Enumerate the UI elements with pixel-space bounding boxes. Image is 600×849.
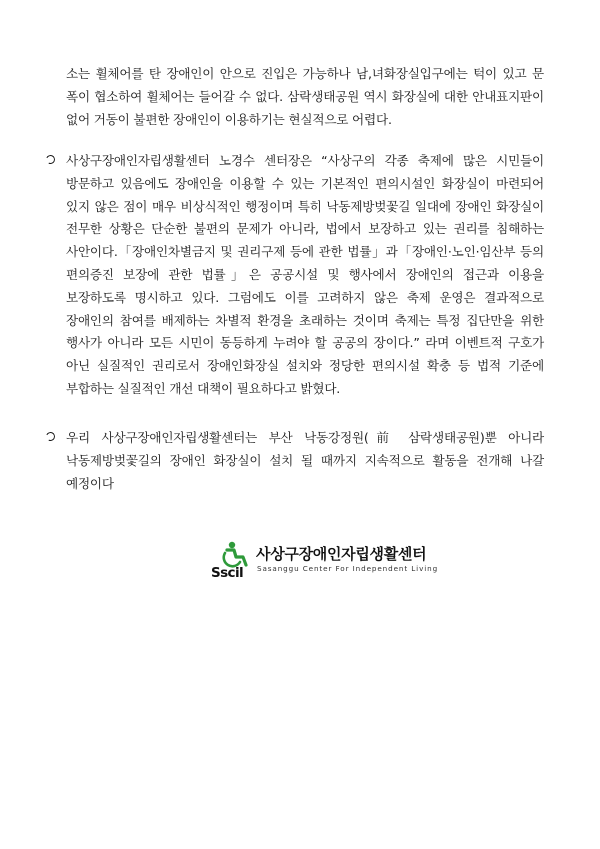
bullet-text-plan: 우리 사상구장애인자립생활센터는 부산 낙동강정원(前 삼락생태공원)뿐 아니라 낙동제방벚꽃길의 장애인 화장실이 설치 될 때까지 지속적으로 활동을 전개해 나갈 예정이다	[66, 430, 544, 491]
paragraph-continued: 소는 휠체어를 탄 장애인이 안으로 진입은 가능하나 남,녀화장실입구에는 턱이 있고 문 폭이 협소하여 휠체어는 들어갈 수 없다. 삼락생태공원 역시 화장실에 대한 안내표지판이 없어 거동이 불편한 장애인이 이용하기는 현실적으로 어렵다.	[66, 66, 544, 127]
organization-logo	[210, 541, 439, 579]
wheelchair-logo-icon	[210, 541, 258, 579]
logo-subtitle: Sasanggu Center For Independent Living	[257, 564, 439, 573]
bullet-text-statement: 사상구장애인자립생활센터 노경수 센터장은 “사상구의 각종 축제에 많은 시민들이 방문하고 있음에도 장애인을 이용할 수 있는 기본적인 편의시설인 화장실이 마련되어 있지 않은 점이 매우 비상식적인 행정이며 특히 낙동제방벚꽃길 일대에 장애인 화장실이 전무한 상황은 단순한 불편의 문제가 아니라, 법에서 보장하고 있는 권리를 침해하는 사안이다.「장애인차별금지 및 권리구제 등에 관한 법률」과「장애인·노인·임산부 등의 편의증진 보장에 관한 법률」은 공공시설 및 행사에서 장애인의 접근과 이용을 보장하도록 명시하고 있다. 그럼에도 이를 고려하지 않은 축제 운영은 결과적으로 장애인의 참여를 배제하는 차별적 환경을 초래하는 것이며 축제는 특정 집단만을 위한 행사가 아니라 모든 시민이 동등하게 누려야 할 공공의 장이다.” 라며 이벤트적 구호가 아닌 실질적인 권리로서 장애인화장실 설치와 정당한 편의시설 확충 등 법적 기준에 부합하는 실질적인 개선 대책이 필요하다고 밝혔다.	[66, 153, 544, 396]
logo-wordmark: Sscil	[211, 565, 244, 579]
bullet-circle-icon	[45, 154, 57, 166]
bullet-circle-icon	[45, 431, 57, 443]
logo-title: 사상구장애인자립생활센터	[256, 545, 427, 563]
